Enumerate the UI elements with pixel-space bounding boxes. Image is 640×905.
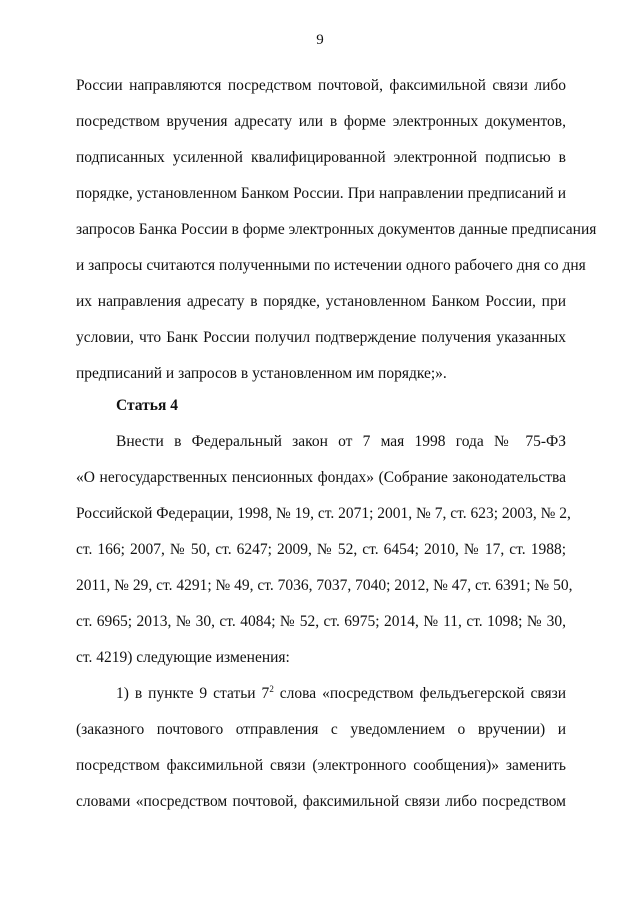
article-intro-line: ст. 6965; 2013, № 30, ст. 4084; № 52, ст. 6975; 2014, № 11, ст. 1098; № 30, xyxy=(76,613,566,630)
item1-first-line xyxy=(116,684,566,704)
article-intro-line: Внести в Федеральный закон от 7 мая 1998 года № 75-ФЗ xyxy=(116,433,566,450)
item1-text-before-sup: 1) в пункте 9 статьи 7 xyxy=(116,685,270,702)
paragraph-line: запросов Банка России в форме электронных документов данные предписания xyxy=(76,221,597,238)
item1-line: посредством факсимильной связи (электронного сообщения)» заменить xyxy=(76,757,566,774)
item1-line: (заказного почтового отправления с уведомлением о вручении) и xyxy=(76,721,566,738)
article-intro-line: ст. 166; 2007, № 50, ст. 6247; 2009, № 52, ст. 6454; 2010, № 17, ст. 1988; xyxy=(76,541,566,558)
paragraph-line: условии, что Банк России получил подтверждение получения указанных xyxy=(76,329,566,346)
item1-text-after-sup: слова «посредством фельдъегерской связи xyxy=(273,685,567,702)
paragraph-line: подписанных усиленной квалифицированной электронной подписью в xyxy=(76,149,566,166)
article-intro-line: Российской Федерации, 1998, № 19, ст. 2071; 2001, № 7, ст. 623; 2003, № 2, xyxy=(76,505,571,522)
paragraph-line: посредством вручения адресату или в форме электронных документов, xyxy=(76,113,566,130)
page-number: 9 xyxy=(316,32,324,48)
article-intro-line: 2011, № 29, ст. 4291; № 49, ст. 7036, 7037, 7040; 2012, № 47, ст. 6391; № 50, xyxy=(76,577,573,594)
article-intro-line-last: ст. 4219) следующие изменения: xyxy=(76,649,290,666)
item1-line: словами «посредством почтовой, факсимильной связи либо посредством xyxy=(76,793,566,810)
article-intro-line: «О негосударственных пенсионных фондах» (Собрание законодательства xyxy=(76,469,566,486)
paragraph-line: России направляются посредством почтовой, факсимильной связи либо xyxy=(76,77,566,94)
paragraph-line: порядке, установленном Банком России. При направлении предписаний и xyxy=(76,185,566,202)
paragraph-line: и запросы считаются полученными по истечении одного рабочего дня со дня xyxy=(76,257,586,274)
superscript: 2 xyxy=(269,683,274,694)
paragraph-line: их направления адресату в порядке, установленном Банком России, при xyxy=(76,293,566,310)
paragraph-line-last: предписаний и запросов в установленном им порядке;». xyxy=(76,365,447,382)
article-heading: Статья 4 xyxy=(116,397,178,414)
